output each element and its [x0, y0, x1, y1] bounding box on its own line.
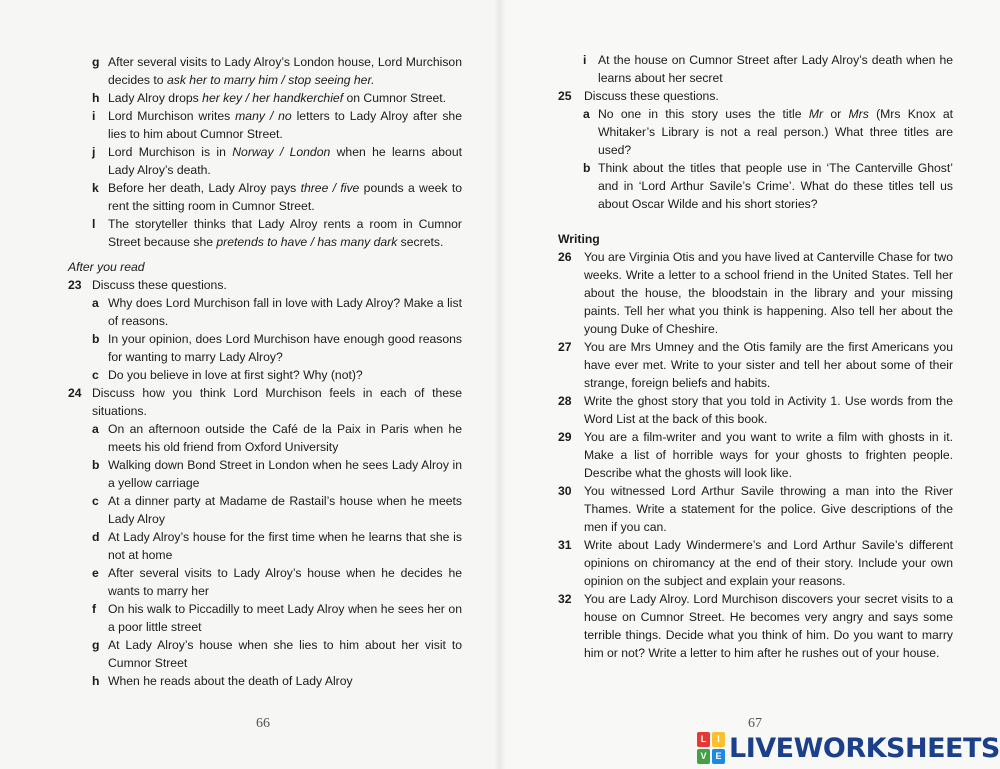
item-text: [108, 215, 462, 251]
question-24-item-a: [68, 420, 462, 456]
item-text: [108, 179, 462, 215]
text-segment: when he learns about Lady Alroy’s death.: [108, 145, 462, 177]
item-label: i: [583, 53, 587, 67]
page-number-right: 67: [748, 716, 762, 731]
item-label: j: [92, 145, 96, 159]
question-24: [68, 384, 462, 420]
activity-item-i: [68, 107, 462, 143]
item-label: c: [92, 494, 99, 508]
item-text: Write the ghost story that you told in Activity 1. Use words from the Word List at the back of this book.: [584, 394, 953, 426]
item-label: h: [92, 674, 100, 688]
item-label: l: [92, 217, 96, 231]
item-label: 31: [558, 538, 572, 552]
item-text: Do you believe in love at first sight? Why (not)?: [108, 368, 363, 382]
text-segment: Lady Alroy drops: [108, 91, 203, 105]
italic-option-text: Mrs: [848, 107, 869, 121]
item-label: a: [92, 422, 99, 436]
liveworksheets-logo: [697, 731, 1000, 765]
item-text: Why does Lord Murchison fall in love with Lady Alroy? Make a list of reasons.: [108, 296, 462, 328]
item-text: At Lady Alroy’s house for the first time when he learns that she is not at home: [108, 530, 462, 562]
item-label: e: [92, 566, 99, 580]
writing-task-28: [558, 392, 953, 428]
logo-mark-icon: L I V E: [697, 732, 725, 764]
italic-option-text: her key / her handkerchief: [202, 91, 344, 105]
question-24-item-e: [68, 564, 462, 600]
text-segment: Lord Murchison is in: [108, 145, 233, 159]
item-label: 32: [558, 592, 572, 606]
item-text: In your opinion, does Lord Murchison have enough good reasons for wanting to marry Lady Alroy?: [108, 332, 462, 364]
item-label: b: [92, 332, 100, 346]
question-23-item-b: [68, 330, 462, 366]
activity-item-j: [68, 143, 462, 179]
writing-task-26: [558, 248, 953, 338]
italic-option-text: three / five: [300, 181, 360, 195]
question-23-items: [68, 294, 462, 384]
item-label: 26: [558, 250, 572, 264]
question-24-item-b: [68, 456, 462, 492]
item-text: Walking down Bond Street in London when he sees Lady Alroy in a yellow carriage: [108, 458, 462, 490]
item-text: You witnessed Lord Arthur Savile throwing a man into the River Thames. Write a statement for the police. Give descriptions of the men if you can.: [584, 484, 953, 534]
question-23-item-c: [68, 366, 462, 384]
question-text: Discuss these questions.: [92, 278, 227, 292]
text-segment: Lord Murchison writes: [108, 109, 236, 123]
text-segment: letters to Lady Alroy after she lies to him about Cumnor Street.: [108, 109, 462, 141]
text-segment: No one in this story uses the title: [598, 107, 809, 121]
item-label: 30: [558, 484, 572, 498]
question-text: Discuss these questions.: [584, 89, 719, 103]
item-label: f: [92, 602, 97, 616]
italic-option-text: ask her to marry him / stop seeing her.: [166, 73, 375, 87]
italic-option-text: many / no: [235, 109, 292, 123]
item-text: On an afternoon outside the Café de la Paix in Paris when he meets his old friend from Oxford University: [108, 422, 462, 454]
italic-option-text: pretends to have / has many dark: [216, 235, 398, 249]
writing-task-27: [558, 338, 953, 392]
question-24-item-h: [68, 672, 462, 690]
item-label: a: [583, 107, 590, 121]
item-label: g: [92, 638, 100, 652]
text-segment: secrets.: [397, 235, 444, 249]
left-column: [68, 53, 462, 690]
question-number: 23: [68, 278, 82, 292]
item-text: When he reads about the death of Lady Alroy: [108, 674, 353, 688]
item-text: Write about Lady Windermere’s and Lord Arthur Savile’s different opinions on chiromancy at the end of their story. Include your own opinion on the subject and explain your reasons.: [584, 538, 953, 588]
question-23: [68, 276, 462, 294]
item-text: You are Lady Alroy. Lord Murchison discovers your secret visits to a house on Cumnor Street. He becomes very angry and says some terrible things. Decide what you think of him. Do you want to marry him or not? Write a letter to him after he rushes out of your house.: [584, 592, 953, 660]
item-text: After several visits to Lady Alroy’s house when he decides he wants to marry her: [108, 566, 462, 598]
item-text: Think about the titles that people use in ‘The Canterville Ghost’ and in ‘Lord Arthur Savile’s Crime’. What do these titles tell us about Oscar Wilde and his short stories?: [598, 161, 953, 211]
question-24-items: [68, 420, 462, 690]
item-text: [108, 89, 462, 107]
logo-text: LIVEWORKSHEETS: [729, 732, 1000, 764]
activity-22-items: [68, 53, 462, 251]
text-segment: pounds a week to rent the sitting room in Cumnor Street.: [108, 181, 462, 213]
writing-heading: Writing: [558, 232, 600, 246]
activity-item-l: [68, 215, 462, 251]
text-segment: Before her death, Lady Alroy pays: [108, 181, 301, 195]
item-text: At Lady Alroy’s house when she lies to him about her visit to Cumnor Street: [108, 638, 462, 670]
item-label: 28: [558, 394, 572, 408]
item-text: At a dinner party at Madame de Rastail’s house when he meets Lady Alroy: [108, 494, 462, 526]
item-text: [598, 105, 953, 159]
item-label: d: [92, 530, 100, 544]
after-you-read-heading: After you read: [68, 260, 145, 274]
item-label: k: [92, 181, 99, 195]
writing-task-32: [558, 590, 953, 662]
item-text: At the house on Cumnor Street after Lady Alroy’s death when he learns about her secret: [598, 53, 953, 85]
text-segment: (Mrs Knox at Whitaker’s Library is not a real person.) What three titles are used?: [598, 107, 953, 157]
item-label: b: [92, 458, 100, 472]
writing-task-30: [558, 482, 953, 536]
question-25-item-b: [558, 159, 953, 213]
text-segment: After several visits to Lady Alroy’s London house, Lord Murchison decides to: [108, 55, 462, 87]
item-label: c: [92, 368, 99, 382]
item-label: a: [92, 296, 99, 310]
writing-task-31: [558, 536, 953, 590]
question-number: 25: [558, 89, 572, 103]
item-text: [108, 143, 462, 179]
activity-item-g: [68, 53, 462, 89]
italic-option-text: Norway / London: [232, 145, 331, 159]
question-24-item-i: [558, 51, 953, 87]
text-segment: on Cumnor Street.: [343, 91, 447, 105]
page-number-left: 66: [256, 716, 270, 731]
italic-option-text: Mr: [808, 107, 824, 121]
question-24-item-d: [68, 528, 462, 564]
question-25-item-a: [558, 105, 953, 159]
item-text: [108, 107, 462, 143]
text-segment: or: [823, 107, 849, 121]
writing-task-29: [558, 428, 953, 482]
activity-item-k: [68, 179, 462, 215]
text-segment: The storyteller thinks that Lady Alroy rents a room in Cumnor Street because she: [108, 217, 462, 249]
question-23-item-a: [68, 294, 462, 330]
question-24-item-c: [68, 492, 462, 528]
right-column: [558, 51, 953, 662]
item-text: On his walk to Piccadilly to meet Lady Alroy when he sees her on a poor little street: [108, 602, 462, 634]
item-text: You are a film-writer and you want to write a film with ghosts in it. Make a list of horrible ways for your ghosts to frighten people. Describe what the ghosts will look like.: [584, 430, 953, 480]
question-24-item-f: [68, 600, 462, 636]
question-24-item-g: [68, 636, 462, 672]
activity-item-h: [68, 89, 462, 107]
item-label: i: [92, 109, 96, 123]
question-25: [558, 87, 953, 105]
item-text: [108, 53, 462, 89]
item-text: You are Virginia Otis and you have lived at Canterville Chase for two weeks. Write a letter to a school friend in the United States. Tell her about the house, the bloodstain in the library and your missing paints. Tell her what you think is happening. Also tell her about the young Duke of Cheshire.: [584, 250, 953, 336]
item-text: You are Mrs Umney and the Otis family are the first Americans you have ever met. Write to your sister and tell her about some of their strange, foreign beliefs and habits.: [584, 340, 953, 390]
item-label: g: [92, 55, 100, 69]
writing-tasks: [558, 248, 953, 662]
item-label: 27: [558, 340, 572, 354]
question-text: Discuss how you think Lord Murchison feels in each of these situations.: [92, 386, 462, 418]
book-gutter: [494, 0, 506, 769]
item-label: h: [92, 91, 100, 105]
item-label: b: [583, 161, 591, 175]
item-label: 29: [558, 430, 572, 444]
question-number: 24: [68, 386, 82, 400]
